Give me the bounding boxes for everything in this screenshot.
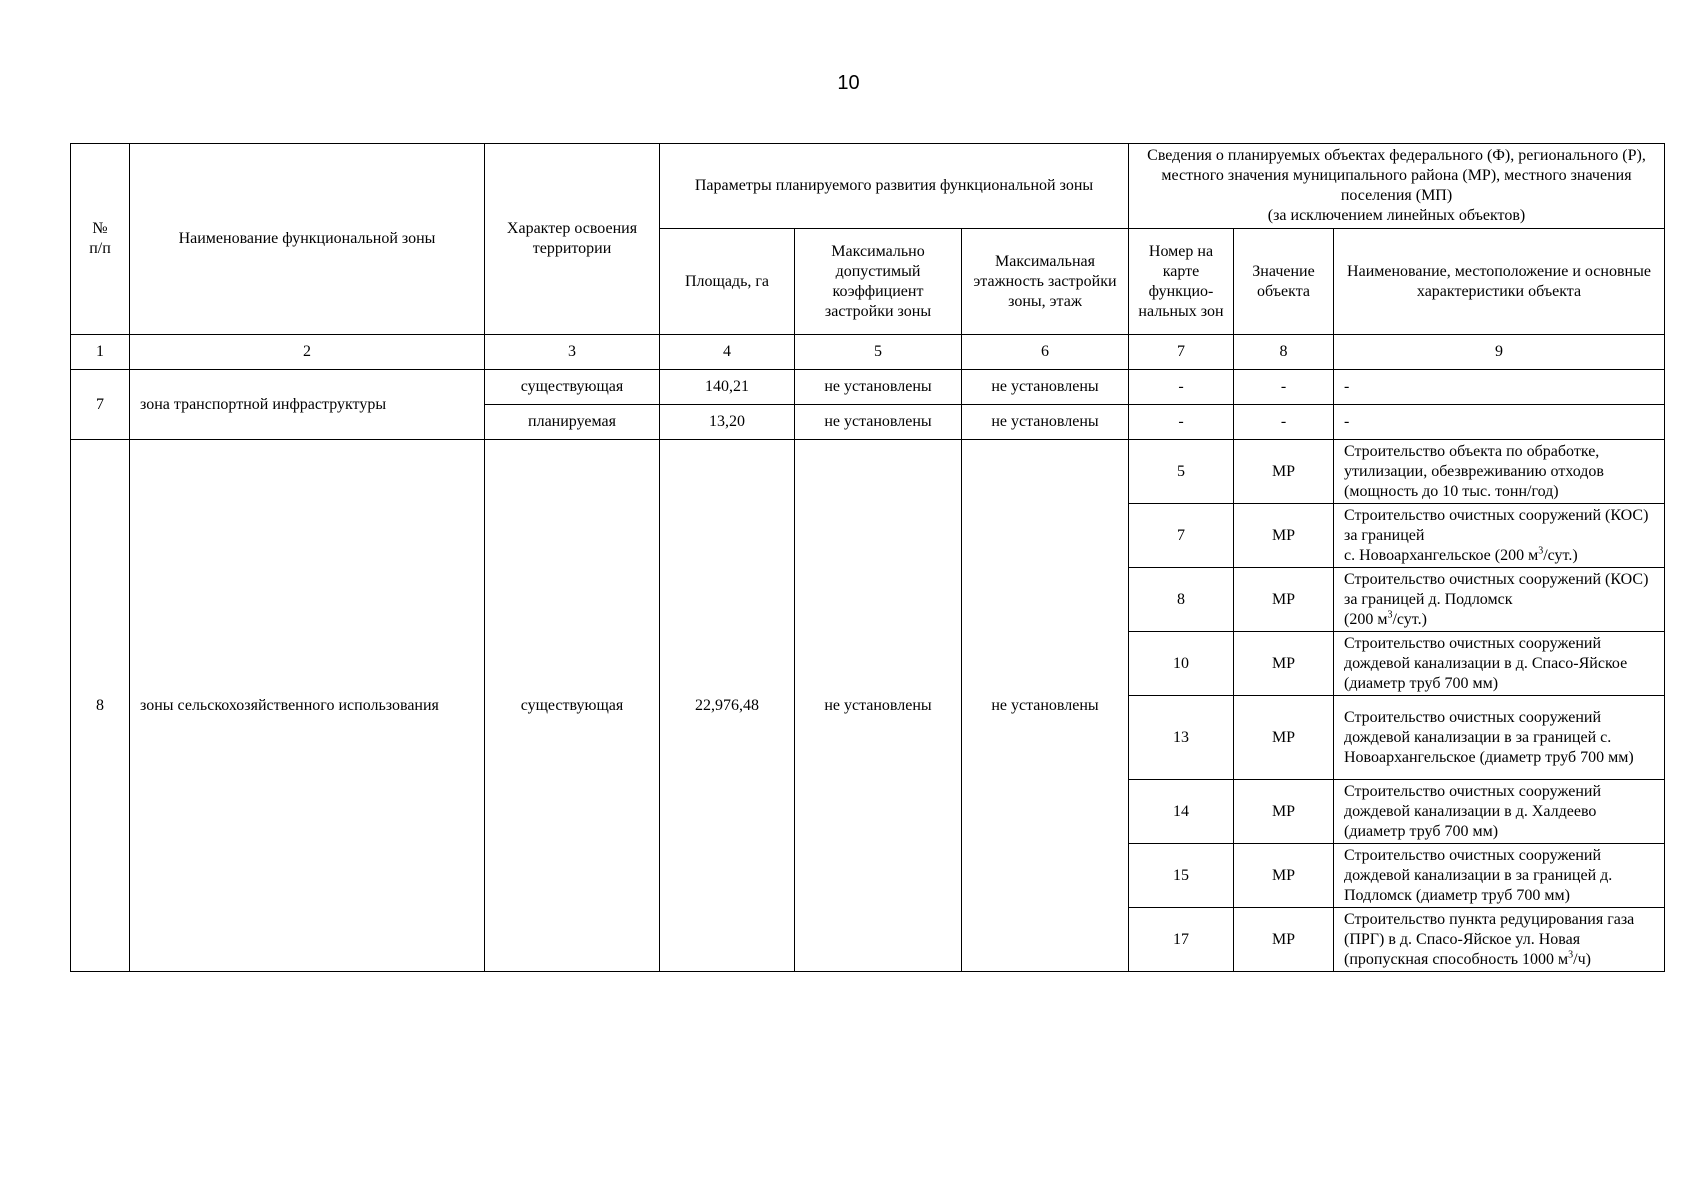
header-map-no: Номер на карте функцио-нальных зон (1129, 229, 1234, 335)
object-map-no: 5 (1129, 440, 1234, 504)
object-description: Строительство очистных сооружений дождевой канализации в за границей с. Новоархангельское (диаметр труб 700 мм) (1334, 696, 1665, 780)
object-description: Строительство очистных сооружений дождевой канализации в д. Халдеево (диаметр труб 700 мм) (1334, 780, 1665, 844)
header-row-1 (71, 144, 1665, 229)
object-description: Строительство очистных сооружений дождевой канализации в за границей д. Подломск (диаметр труб 700 мм) (1334, 844, 1665, 908)
header-params-group: Параметры планируемого развития функциональной зоны (660, 144, 1129, 229)
superscript: 3 (1538, 545, 1544, 557)
object-description (1334, 908, 1665, 972)
column-number: 9 (1334, 335, 1665, 370)
zone-area: 13,20 (660, 405, 795, 440)
object-significance: МР (1234, 780, 1334, 844)
object-map-no: 8 (1129, 568, 1234, 632)
column-number: 4 (660, 335, 795, 370)
header-max-coef: Максимально допустимый коэффициент застройки зоны (795, 229, 962, 335)
object-description-line: Строительство очистных сооружений (КОС) за границей д. Подломск (1344, 570, 1649, 608)
zone-max-floors: не установлены (962, 440, 1129, 972)
object-significance: МР (1234, 908, 1334, 972)
object-map-no: - (1129, 405, 1234, 440)
object-map-no: 7 (1129, 504, 1234, 568)
header-no: № п/п (71, 144, 130, 335)
table-row (71, 370, 1665, 405)
object-significance: МР (1234, 696, 1334, 780)
zone-max-floors: не установлены (962, 370, 1129, 405)
table-row (71, 440, 1665, 504)
object-significance: МР (1234, 844, 1334, 908)
object-description: - (1334, 405, 1665, 440)
zone-name: зоны сельскохозяйственного использования (130, 440, 485, 972)
zone-character: планируемая (485, 405, 660, 440)
zone-character: существующая (485, 370, 660, 405)
superscript: 3 (1568, 949, 1574, 961)
zone-character: существующая (485, 440, 660, 972)
object-description-unit: /ч) (1573, 950, 1591, 968)
column-number-row (71, 335, 1665, 370)
object-description-line: (200 м (1344, 610, 1388, 628)
object-map-no: 17 (1129, 908, 1234, 972)
zone-number: 8 (71, 440, 130, 972)
object-map-no: - (1129, 370, 1234, 405)
object-significance: МР (1234, 568, 1334, 632)
object-description-line: с. Новоархангельское (200 м (1344, 546, 1539, 564)
zone-max-coef: не установлены (795, 370, 962, 405)
header-significance: Значение объекта (1234, 229, 1334, 335)
zone-area: 22,976,48 (660, 440, 795, 972)
object-significance: - (1234, 405, 1334, 440)
object-description: - (1334, 370, 1665, 405)
header-objects-group: Сведения о планируемых объектах федерального (Ф), регионального (Р), местного значения муниципального района (МР), местного значения поселения (МП) (за исключением линейных объектов) (1129, 144, 1665, 229)
object-map-no: 14 (1129, 780, 1234, 844)
column-number: 8 (1234, 335, 1334, 370)
object-map-no: 10 (1129, 632, 1234, 696)
object-description (1334, 504, 1665, 568)
header-zone-name: Наименование функциональной зоны (130, 144, 485, 335)
object-description (1334, 568, 1665, 632)
object-description-unit: /сут.) (1392, 610, 1427, 628)
object-significance: МР (1234, 440, 1334, 504)
object-significance: МР (1234, 632, 1334, 696)
object-description-line: Строительство очистных сооружений (КОС) за границей (1344, 506, 1649, 544)
object-description-line: Строительство пункта редуцирования газа (ПРГ) в д. Спасо-Яйское ул. Новая (пропускная способность 1000 м (1344, 910, 1635, 968)
object-map-no: 15 (1129, 844, 1234, 908)
zone-name: зона транспортной инфраструктуры (130, 370, 485, 440)
header-area: Площадь, га (660, 229, 795, 335)
object-significance: - (1234, 370, 1334, 405)
column-number: 3 (485, 335, 660, 370)
column-number: 2 (130, 335, 485, 370)
header-character: Характер освоения территории (485, 144, 660, 335)
column-number: 5 (795, 335, 962, 370)
zone-max-coef: не установлены (795, 405, 962, 440)
functional-zones-table (70, 143, 1665, 972)
zone-area: 140,21 (660, 370, 795, 405)
object-significance: МР (1234, 504, 1334, 568)
object-description: Строительство объекта по обработке, утилизации, обезвреживанию отходов (мощность до 10 тыс. тонн/год) (1334, 440, 1665, 504)
zone-max-floors: не установлены (962, 405, 1129, 440)
header-max-floors: Максимальная этажность застройки зоны, этаж (962, 229, 1129, 335)
superscript: 3 (1387, 609, 1393, 621)
object-description: Строительство очистных сооружений дождевой канализации в д. Спасо-Яйское (диаметр труб 700 мм) (1334, 632, 1665, 696)
zone-max-coef: не установлены (795, 440, 962, 972)
column-number: 6 (962, 335, 1129, 370)
object-description-unit: /сут.) (1543, 546, 1578, 564)
page-number: 10 (837, 72, 860, 94)
column-number: 1 (71, 335, 130, 370)
column-number: 7 (1129, 335, 1234, 370)
zone-number: 7 (71, 370, 130, 440)
header-object-desc: Наименование, местоположение и основные характеристики объекта (1334, 229, 1665, 335)
object-map-no: 13 (1129, 696, 1234, 780)
